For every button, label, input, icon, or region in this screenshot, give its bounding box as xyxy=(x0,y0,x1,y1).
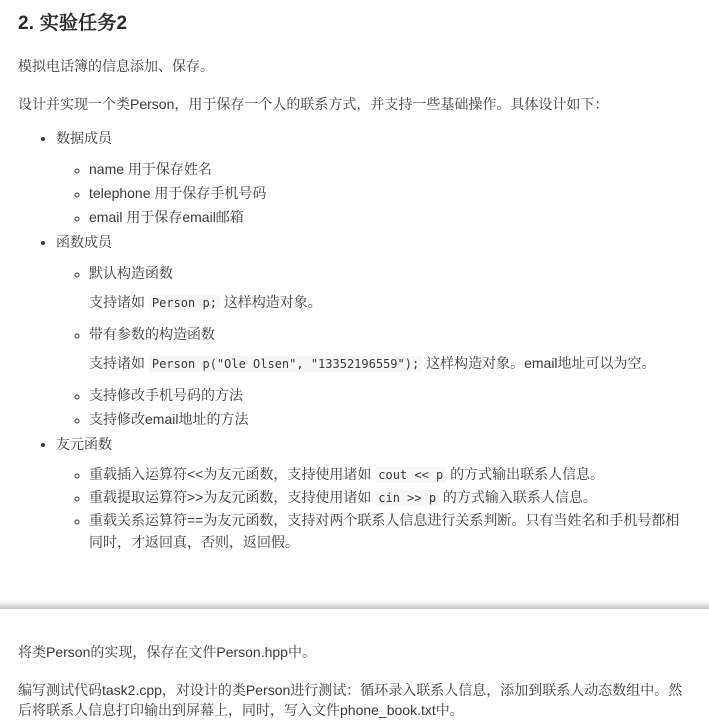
text-after-code: 的方式输出联系人信息。 xyxy=(446,466,605,482)
data-members-sublist xyxy=(56,148,691,232)
section-title-friend-functions: 友元函数 xyxy=(56,436,112,452)
text-before-code: 重载插入运算符<<为友元函数，支持使用诸如 xyxy=(89,466,376,482)
intro-paragraph-2: 设计并实现一个类Person，用于保存一个人的联系方式，并支持一些基础操作。具体设计如下： xyxy=(18,96,609,112)
code-span: cout << p xyxy=(375,467,446,483)
list-item: ◦ email 用于保存email邮箱 xyxy=(89,205,691,229)
code-span: cin >> p xyxy=(375,490,439,506)
text-before-code: 重载提取运算符>>为友元函数，支持使用诸如 xyxy=(89,489,376,505)
requirements-list xyxy=(18,114,691,556)
section-title-data-members: 数据成员 xyxy=(56,130,112,146)
detail-paragraph xyxy=(89,346,691,383)
footer-section xyxy=(0,609,709,720)
list-item xyxy=(89,322,691,383)
detail-prefix: 支持诸如 xyxy=(89,294,149,310)
section-title-function-members: 函数成员 xyxy=(56,234,112,250)
list-item-function-members xyxy=(56,232,691,434)
list-item: ◦ 支持修改email地址的方法 xyxy=(89,407,691,431)
list-item-data-members xyxy=(56,128,691,232)
list-item-label: 默认构造函数 xyxy=(89,265,173,281)
list-item xyxy=(89,463,691,486)
intro-paragraph-1: 模拟电话簿的信息添加、保存。 xyxy=(18,58,214,74)
detail-prefix: 支持诸如 xyxy=(89,355,149,371)
text-after-code: 的方式输入联系人信息。 xyxy=(439,489,597,505)
function-members-sublist xyxy=(56,252,691,434)
list-item xyxy=(89,509,691,553)
code-span: Person p; xyxy=(149,295,220,311)
friend-functions-sublist xyxy=(56,454,691,556)
text-before-code: 重载关系运算符==为友元函数，支持对两个联系人信息进行关系判断。只有当姓名和手机号都相同时，才返回真，否则，返回假。 xyxy=(89,512,680,550)
list-item: ◦ 支持修改手机号码的方法 xyxy=(89,383,691,407)
list-item-friend-functions xyxy=(56,434,691,556)
list-item: ◦ telephone 用于保存手机号码 xyxy=(89,181,691,205)
code-span: Person p("Ole Olsen", "13352196559"); xyxy=(149,356,422,372)
page-title: 2. 实验任务2 xyxy=(18,13,128,34)
list-item xyxy=(89,486,691,509)
detail-paragraph xyxy=(89,285,691,322)
footer-paragraph-1: 将类Person的实现，保存在文件Person.hpp中。 xyxy=(18,644,316,660)
detail-suffix: 这样构造对象。email地址可以为空。 xyxy=(422,355,656,371)
list-item-label: 带有参数的构造函数 xyxy=(89,326,215,342)
list-item: ◦ name 用于保存姓名 xyxy=(89,157,691,181)
list-item xyxy=(89,261,691,322)
detail-suffix: 这样构造对象。 xyxy=(219,294,322,310)
section-divider xyxy=(0,600,709,609)
footer-paragraph-2: 编写测试代码task2.cpp，对设计的类Person进行测试：循环录入联系人信息，添加到联系人动态数组中。然后将联系人信息打印输出到屏幕上，同时，写入文件phone_book.txt中。 xyxy=(18,682,683,718)
